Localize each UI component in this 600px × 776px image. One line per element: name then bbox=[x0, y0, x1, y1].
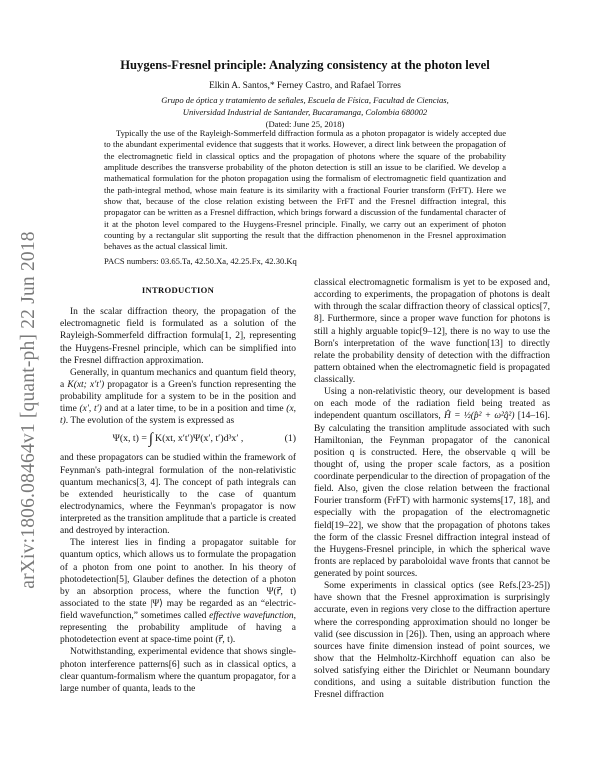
paragraph: In the scalar diffraction theory, the propagation of the electromagnetic field is formulated as a solution of the Rayleigh-Sommerfeld diffraction formula[1, 2], representing the Huygens-Fresnel principle, which can be simplified into the Fresnel diffraction approximation. bbox=[60, 307, 296, 366]
paragraph: Using a non-relativistic theory, our development is based on each mode of the radiation field being treated as independent quantum oscillators, Ĥ = ½(p̂² + ω²q̂²) [14–16]. By calculating the transition amplitude associated with such Hamiltonian, the Feynman propagator of the canonical position q is constructed. Here, the observable q will be thought of, using the proper scale factors, as a position coordinate perpendicular to the direction of propagation of the field. Also, given the close relation between the fractional Fourier transform (FrFT) with harmonic systems[17, 18], and especially with the propagation of the electromagnetic field[19–22], we show that the propagation of photons takes the form of the classic Fresnel diffraction integral instead of the Huygens-Fresnel principle, in which the spherical wave fronts are replaced by paraboloidal wave fronts that cannot be generated by point sources. bbox=[314, 387, 550, 579]
integral-sign: ∫ bbox=[148, 431, 153, 448]
paragraph: Generally, in quantum mechanics and quantum field theory, a K(xt; x′t′) propagator is a Green's function representing the probability amplitude for a system to be in the position and time (x′, t′) and at a later time, to be in a position and time (x, t). The evolution of the system is expressed as bbox=[60, 367, 296, 427]
affiliation-line: Grupo de óptica y tratamiento de señales, Escuela de Física, Facultad de Ciencias, bbox=[161, 95, 449, 105]
left-column bbox=[60, 280, 296, 695]
arxiv-sidebar bbox=[14, 200, 44, 620]
paragraph: and these propagators can be studied within the framework of Feynman's path-integral formulation of the non-relativistic quantum mechanics[3, 4]. The concept of path integrals can be extended heuristically to the case of quantum electrodynamics, where the Feynman's propagator is now interpreted as the transition amplitude that a particle is created and destroyed by interaction. bbox=[60, 453, 296, 537]
affiliation bbox=[90, 95, 520, 118]
section-heading-introduction: INTRODUCTION bbox=[141, 285, 215, 295]
equation-rhs: K(xt, x′t′)Ψ(x′, t′)d³x′ , bbox=[155, 433, 244, 445]
math-inline: (x′, t′) bbox=[79, 404, 102, 415]
equation-lhs: Ψ(x, t) = bbox=[112, 433, 147, 445]
math-inline: (x, t) bbox=[60, 404, 296, 427]
pacs-numbers: PACS numbers: 03.65.Ta, 42.50.Xa, 42.25.Fx, 42.30.Kq bbox=[104, 256, 297, 266]
paragraph: classical electromagnetic formalism is yet to be exposed and, according to experiments, the propagation of photons is dealt with through the scalar diffraction theory of classical optics[7, 8]. Furthermore, since a proper wave function for photons is still a highly arguable topic[9–12], there is no way to use the Born's interpretation of the wave function[13] to directly relate the probability density of detection with the diffraction pattern obtained when the electromagnetic field is propagated classically. bbox=[314, 278, 550, 385]
paragraph: The interest lies in finding a propagator suitable for quantum optics, which allows us to formulate the propagation of a photon from one point to another. In his theory of photodetection[5], Glauber defines the detection of a photon by an absorption process, where the function Ψ(r⃗, t) associated to the state |Ψ⟩ may be regarded as an “electric-field wavefunction,” sometimes called effective wavefunction, representing the probability amplitude of having a photodetection event at space-time point (r⃗, t). bbox=[60, 538, 296, 646]
arxiv-identifier: arXiv:1806.08464v1 [quant-ph] 22 Jun 2018 bbox=[18, 231, 40, 589]
affiliation-line: Universidad Industrial de Santander, Bucaramanga, Colombia 680002 bbox=[182, 106, 428, 117]
paragraph: Notwithstanding, experimental evidence that shows single-photon interference patterns[6] such as in classical optics, a clear quantum-formalism where the quantum propagator, for a large number of quanta, leads to the bbox=[60, 647, 296, 694]
author-list: Elkin A. Santos,* Ferney Castro, and Rafael Torres bbox=[209, 81, 401, 91]
equation-number: (1) bbox=[284, 433, 296, 445]
right-column bbox=[314, 277, 550, 701]
dated-line: (Dated: June 25, 2018) bbox=[265, 119, 345, 129]
emphasis: effective wavefunction bbox=[209, 611, 294, 621]
equation-1 bbox=[60, 427, 296, 451]
math-inline: K(xt; x′t′) bbox=[67, 379, 105, 390]
paragraph: Some experiments in classical optics (see Refs.[23-25]) have shown that the Fresnel approximation is surprisingly accurate, even in regions very close to the diffraction aperture where the corresponding approximation should no longer be valid (see discussion in [26]). Then, using an approach where sources have finite dimension instead of point sources, we show that the Helmholtz-Kirchhoff equation can also be solved satisfying either the Dirichlet or Neumann boundary conditions, and using a suitable distribution function the Fresnel diffraction bbox=[314, 581, 550, 701]
abstract: Typically the use of the Rayleigh-Sommerfeld diffraction formula as a photon propagator is widely accepted due to the abundant experimental evidence that suggests that it works. However, a direct link between the propagation of the electromagnetic field in classical optics and the propagation of photons where the square of the probability amplitude describes the transverse probability of the photon detection is still an issue to be clarified. We develop a mathematical formulation for the photon propagation using the formalism of electromagnetic field quantization and the path-integral method, whose main feature is its similarity with a fractional Fourier transform (FrFT). Here we show that, because of the close relation existing between the FrFT and the Fresnel diffraction integral, this propagator can be written as a Fresnel diffraction, which brings forward a discussion of the fundamental character of it at the photon level compared to the Huygens-Fresnel principle. Finally, we carry out an experiment of photon counting by a rectangular slit supporting the result that the diffraction phenomenon in the Fresnel approximation behaves as the actual classical limit. bbox=[104, 128, 506, 252]
math-inline: Ĥ = ½(p̂² + ω²q̂²) bbox=[444, 411, 515, 422]
paper-title: Huygens-Fresnel principle: Analyzing consistency at the photon level bbox=[120, 58, 490, 72]
